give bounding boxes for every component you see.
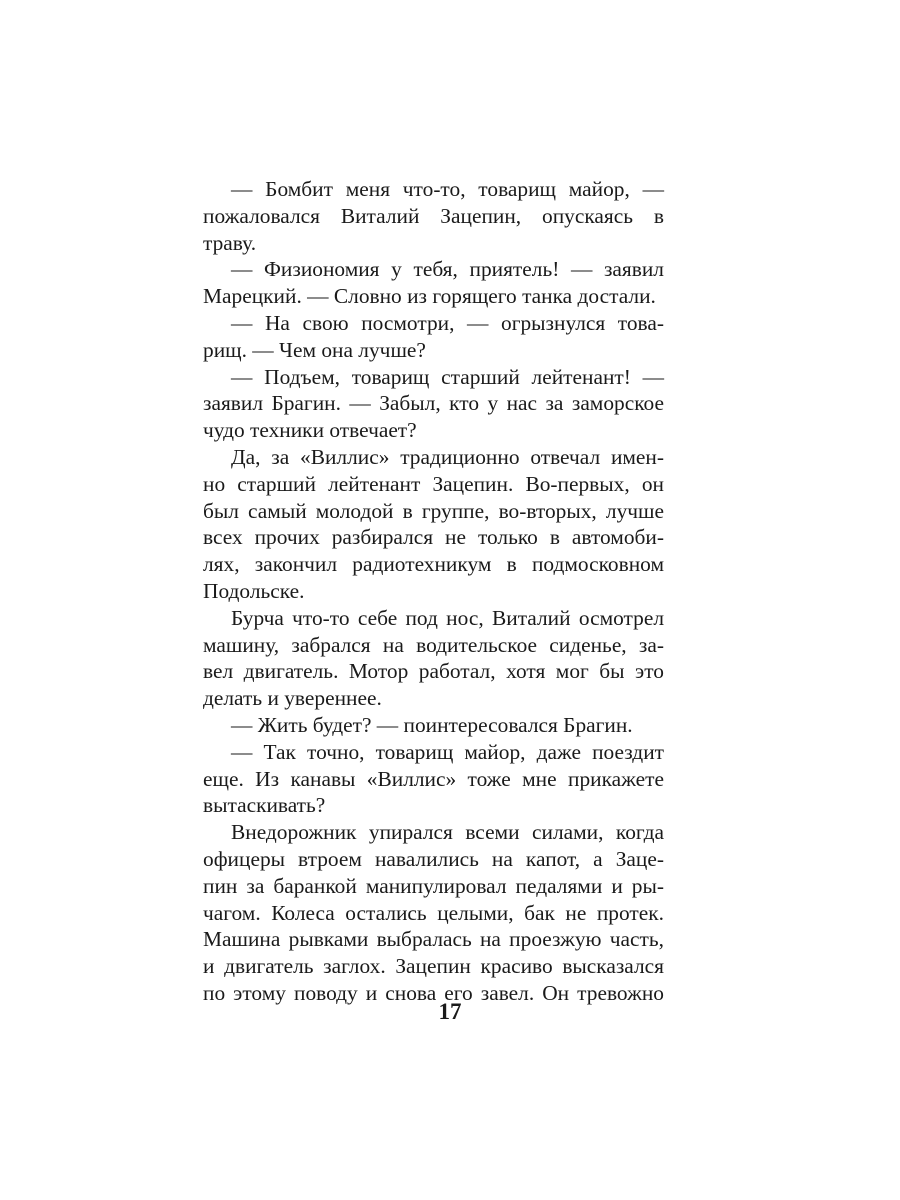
text-line: Подольске. [203,578,305,603]
text-line: — Жить будет? — поинтересовался Брагин. [231,712,633,737]
body-text [203,176,664,1007]
text-line: Машина рывками выбралась на проезжую часть, [203,927,664,952]
text-line: — Физиономия у тебя, приятель! — заявил [231,257,664,282]
page-number: 17 [438,999,462,1024]
text-line: вытаскивать? [203,793,326,818]
text-line: еще. Из канавы «Виллис» тоже мне прикажете [203,766,664,791]
text-line: — Подъем, товарищ старший лейтенант! — [231,364,664,389]
text-line: но старший лейтенант Зацепин. Во-первых, он [203,471,664,496]
text-line: вел двигатель. Мотор работал, хотя мог бы это [203,659,664,684]
text-line: заявил Брагин. — Забыл, кто у нас за заморское [203,391,664,416]
text-line: и двигатель заглох. Зацепин красиво высказался [203,954,664,979]
text-line: чагом. Колеса остались целыми, бак не протек. [203,900,664,925]
text-line: лях, закончил радиотехникум в подмосковном [203,552,664,577]
text-line: траву. [203,230,257,255]
text-line: пожаловался Виталий Зацепин, опускаясь в [203,203,664,228]
text-line: рищ. — Чем она лучше? [203,337,426,362]
text-line: чудо техники отвечает? [203,418,417,443]
text-line: пин за баранкой манипулировал педалями и ры- [203,873,664,898]
text-line: Внедорожник упирался всеми силами, когда [231,820,664,845]
text-line: — Так точно, товарищ майор, даже поездит [231,739,664,764]
text-line: машину, забрался на водительское сиденье, за- [203,632,664,657]
text-line: делать и увереннее. [203,686,382,711]
text-line: по этому поводу и снова его завел. Он тревожно [203,980,664,1005]
text-line: Марецкий. — Словно из горящего танка достали. [203,284,656,309]
text-line: Бурча что-то себе под нос, Виталий осмотрел [231,605,664,630]
text-line: офицеры втроем навалились на капот, а Заце- [203,846,664,871]
text-line: — На свою посмотри, — огрызнулся това- [231,310,664,335]
text-line: — Бомбит меня что-то, товарищ майор, — [231,177,664,201]
text-line: всех прочих разбирался не только в автомоби- [203,525,664,550]
text-line: Да, за «Виллис» традиционно отвечал имен- [231,444,664,469]
text-line: был самый молодой в группе, во-вторых, лучше [203,498,664,523]
